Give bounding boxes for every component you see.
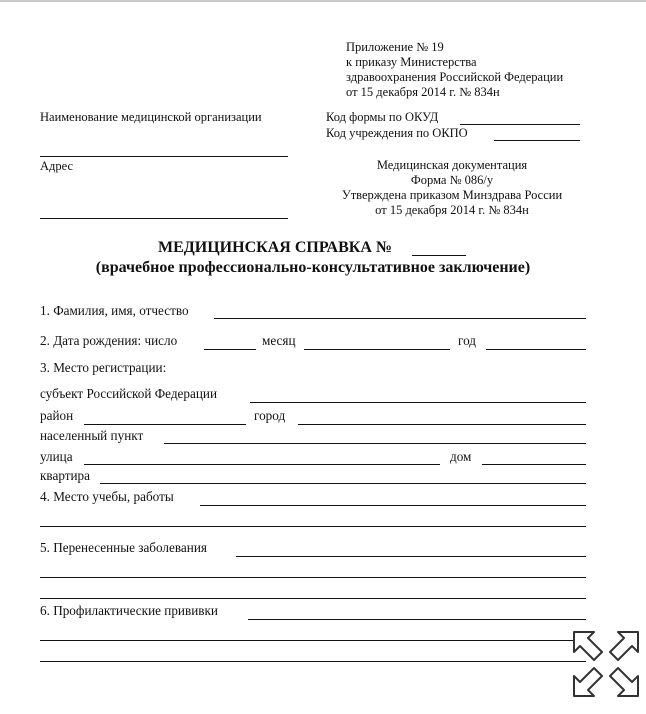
- full-name-field[interactable]: [214, 318, 586, 319]
- birth-month-field[interactable]: [304, 349, 450, 350]
- district-label: район: [40, 408, 74, 423]
- okpo-label: Код учреждения по ОКПО: [326, 126, 468, 140]
- birth-year-label: год: [458, 333, 477, 348]
- doc-type-line-2: Форма № 086/у: [410, 173, 494, 187]
- vaccinations-field[interactable]: [248, 619, 586, 620]
- study-work-field[interactable]: [200, 505, 586, 506]
- district-field[interactable]: [84, 424, 246, 425]
- page-subtitle: (врачебное профессионально-консультативное заключение): [95, 259, 531, 276]
- house-label: дом: [450, 449, 472, 464]
- apartment-label: квартира: [40, 468, 91, 483]
- appendix-line-3: здравоохранения Российской Федерации: [346, 70, 564, 84]
- okpo-field[interactable]: [494, 140, 580, 141]
- settlement-field[interactable]: [164, 443, 586, 444]
- vaccinations-field-extra-2[interactable]: [40, 661, 586, 662]
- subject-field[interactable]: [250, 402, 586, 403]
- address-label: Адрес: [40, 159, 74, 173]
- doc-type-line-3: Утверждена приказом Минздрава России: [341, 188, 563, 202]
- street-label: улица: [40, 449, 73, 464]
- doc-type-line-1: Медицинская документация: [376, 158, 528, 172]
- page-title: МЕДИЦИНСКАЯ СПРАВКА №: [158, 239, 393, 256]
- study-work-field-extra[interactable]: [40, 526, 586, 527]
- vaccinations-field-extra-1[interactable]: [40, 640, 586, 641]
- subject-label: субъект Российской Федерации: [40, 386, 218, 401]
- city-field[interactable]: [298, 424, 586, 425]
- address-field[interactable]: [40, 218, 288, 219]
- vaccinations-label: 6. Профилактические прививки: [40, 603, 218, 618]
- street-field[interactable]: [84, 464, 440, 465]
- house-field[interactable]: [482, 464, 586, 465]
- registration-label: 3. Место регистрации:: [40, 360, 167, 375]
- org-name-label: Наименование медицинской организации: [40, 110, 262, 124]
- past-diseases-label: 5. Перенесенные заболевания: [40, 540, 207, 555]
- okud-field[interactable]: [460, 124, 580, 125]
- city-label: город: [254, 408, 286, 423]
- appendix-line-2: к приказу Министерства: [346, 55, 477, 69]
- study-work-label: 4. Место учебы, работы: [40, 489, 174, 504]
- top-border: [0, 0, 646, 2]
- birth-month-label: месяц: [262, 333, 296, 348]
- birth-year-field[interactable]: [486, 349, 586, 350]
- appendix-line-4: от 15 декабря 2014 г. № 834н: [346, 85, 500, 99]
- full-name-label: 1. Фамилия, имя, отчество: [40, 303, 189, 318]
- apartment-field[interactable]: [100, 483, 586, 484]
- okud-label: Код формы по ОКУД: [326, 110, 439, 124]
- birth-date-label: 2. Дата рождения: число: [40, 333, 178, 348]
- doc-type-line-4: от 15 декабря 2014 г. № 834н: [375, 203, 529, 217]
- past-diseases-field[interactable]: [236, 556, 586, 557]
- past-diseases-field-extra-1[interactable]: [40, 577, 586, 578]
- settlement-label: населенный пункт: [40, 428, 144, 443]
- certificate-number-field[interactable]: [412, 255, 466, 256]
- expand-arrows-icon[interactable]: [570, 628, 642, 700]
- appendix-line-1: Приложение № 19: [346, 40, 444, 54]
- past-diseases-field-extra-2[interactable]: [40, 598, 586, 599]
- birth-day-field[interactable]: [204, 349, 256, 350]
- org-name-field[interactable]: [40, 156, 288, 157]
